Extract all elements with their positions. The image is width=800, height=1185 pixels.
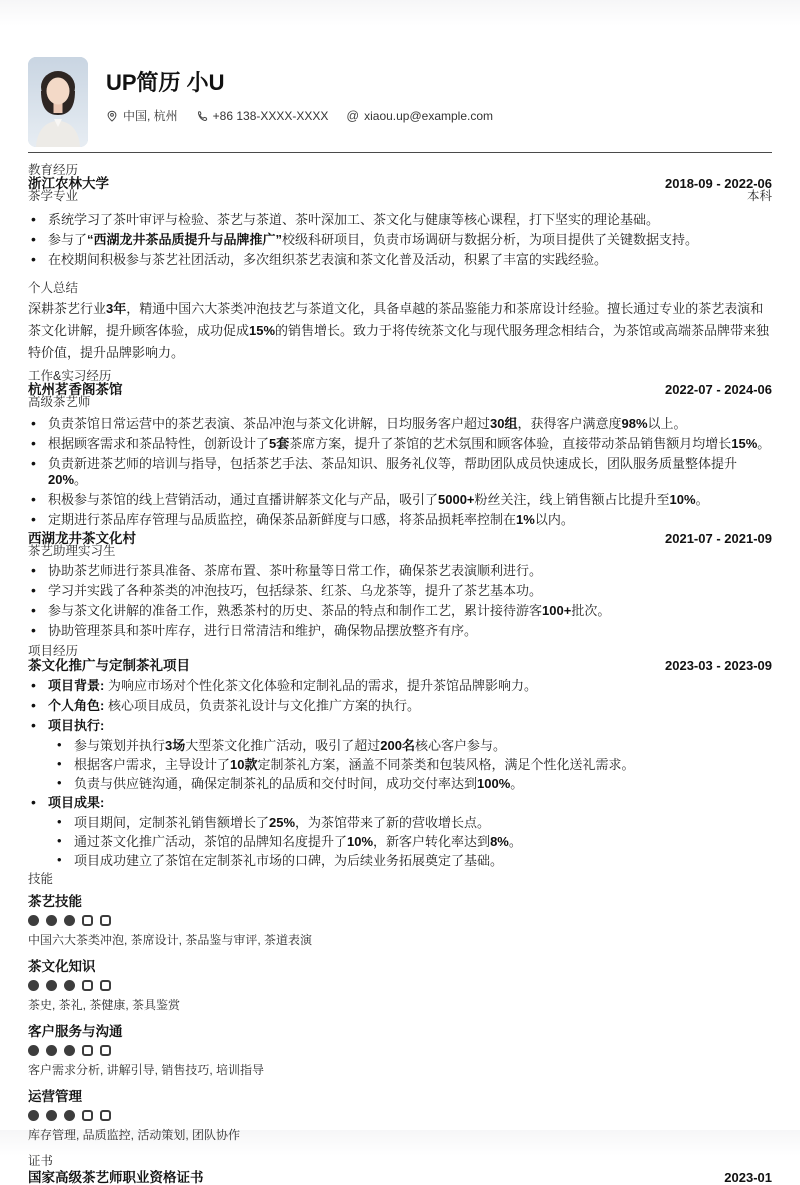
location-text: 中国, 杭州 (123, 109, 178, 123)
contact-phone (196, 109, 329, 123)
highlight-text: 100+ (542, 603, 572, 618)
text-run: 通过茶文化推广活动，茶馆的品牌知名度提升了 (74, 834, 348, 849)
bullet-item (28, 563, 772, 579)
text-run: ，为茶馆带来了新的营收增长点。 (295, 815, 491, 830)
contact-row (106, 107, 493, 124)
text-run: 。 (74, 472, 88, 487)
skill-dot-empty (82, 1045, 93, 1056)
bullet-item (28, 252, 772, 268)
skill-level-dots (28, 980, 772, 991)
text-run: 。 (695, 492, 709, 507)
text-run: 系统学习了茶叶审评与检验、茶艺与茶道、茶叶深加工、茶文化与健康等核心课程，打下坚实的理论基础。 (48, 212, 660, 227)
skill-dot-filled (64, 1110, 75, 1121)
skill-dot-empty (82, 915, 93, 926)
job1-role-row (28, 396, 772, 409)
skill-dot-filled (28, 1045, 39, 1056)
highlight-text: 10款 (230, 757, 258, 772)
text-run: 协助管理茶具和茶叶库存，进行日常清洁和维护，确保物品摆放整齐有序。 (48, 623, 478, 638)
project-dates: 2023-03 - 2023-09 (665, 658, 772, 673)
skill-keywords: 客户需求分析, 讲解引导, 销售技巧, 培训指导 (28, 1063, 265, 1077)
text-run: 核心项目成员，负责茶礼设计与文化推广方案的执行。 (107, 698, 420, 713)
text-run: 为响应市场对个性化茶文化体验和定制礼品的需求，提升茶馆品牌影响力。 (107, 678, 537, 693)
skill-dot-filled (64, 1045, 75, 1056)
text-run: 粉丝关注，线上销售额占比提升至 (474, 492, 670, 507)
bullet-item (28, 718, 772, 791)
skill-group (28, 960, 772, 1012)
skill-keywords: 茶史, 茶礼, 茶健康, 茶具鉴赏 (28, 998, 181, 1012)
section-title-work: 工作&实习经历 (28, 369, 112, 383)
resume-header (28, 0, 772, 147)
highlight-text: 200名 (380, 738, 415, 753)
job2-role: 茶艺助理实习生 (28, 544, 116, 558)
text-run: 协助茶艺师进行茶具准备、茶席布置、茶叶称量等日常工作，确保茶艺表演顺利进行。 (48, 563, 543, 578)
highlight-text: 个人角色: (48, 698, 108, 713)
text-run: 茶席方案，提升了茶馆的艺术氛围和顾客体验，直接带动茶品销售额月均增长 (289, 436, 732, 451)
job1-header-row (28, 383, 772, 396)
bullet-item (28, 583, 772, 599)
phone-text: +86 138-XXXX-XXXX (212, 108, 329, 123)
text-run: 定期进行茶品库存管理与品质监控，确保茶品新鲜度与口感，将茶品损耗率控制在 (48, 512, 517, 527)
text-run: 。 (757, 436, 771, 451)
highlight-text: 项目背景: (48, 678, 108, 693)
skill-dot-filled (46, 1110, 57, 1121)
bullet-item (28, 623, 772, 639)
skill-dot-filled (64, 915, 75, 926)
bullet-item (28, 436, 772, 452)
email-text: xiaou.up@example.com (364, 108, 494, 123)
text-run: 参与茶文化讲解的准备工作，熟悉茶村的历史、茶品的特点和制作工艺，累计接待游客 (48, 603, 543, 618)
text-run: 根据顾客需求和茶品特性，创新设计了 (48, 436, 270, 451)
skill-dot-empty (82, 1110, 93, 1121)
highlight-text: 5000+ (438, 492, 475, 507)
skill-name: 茶文化知识 (28, 959, 96, 974)
highlight-text: 3场 (165, 738, 186, 753)
skill-level-dots (28, 1110, 772, 1121)
text-run: 。 (508, 834, 522, 849)
summary-paragraph (28, 298, 772, 364)
section-title-certificates: 证书 (28, 1154, 54, 1168)
skill-dot-filled (46, 915, 57, 926)
job-entry-2 (28, 532, 772, 639)
avatar-illustration (28, 57, 88, 147)
job2-header-row (28, 532, 772, 545)
highlight-text: 15% (249, 323, 276, 338)
text-run: 学习并实践了各种茶类的冲泡技巧，包括绿茶、红茶、乌龙茶等，提升了茶艺基本功。 (48, 583, 543, 598)
text-run: 以内。 (534, 512, 574, 527)
bullet-item (28, 232, 772, 248)
section-summary (28, 281, 772, 364)
bullet-item (28, 492, 772, 508)
project-sub-list (48, 738, 772, 791)
bullet-item (54, 757, 772, 772)
skill-dot-filled (28, 915, 39, 926)
skill-dot-empty (100, 1110, 111, 1121)
text-run: ，精通中国六大茶类冲泡技艺与茶道文化，具备卓越的茶品鉴能力和茶席设计经验。擅长通过专业的茶艺表演和茶文化讲解，提升顾客体验，成功促成 (28, 301, 764, 338)
highlight-text: 25% (269, 815, 296, 830)
highlight-text: 10% (347, 834, 374, 849)
education-detail-row (28, 190, 772, 203)
text-run: 项目期间，定制茶礼销售额增长了 (74, 815, 270, 830)
certificate-name: 国家高级茶艺师职业资格证书 (28, 1170, 204, 1185)
job1-bullet-list (28, 416, 772, 528)
highlight-text: 100% (477, 776, 511, 791)
skill-name: 运营管理 (28, 1089, 82, 1104)
job1-role: 高级茶艺师 (28, 395, 91, 409)
certificate-list (28, 1171, 772, 1184)
section-title-summary: 个人总结 (28, 281, 79, 295)
section-projects (28, 644, 772, 868)
bullet-item (28, 212, 772, 228)
skill-group-container (28, 895, 772, 1142)
skill-keywords: 库存管理, 品质监控, 活动策划, 团队协作 (28, 1128, 241, 1142)
text-run: ，获得客户满意度 (517, 416, 622, 431)
text-run: 批次。 (571, 603, 611, 618)
highlight-text: 1% (516, 512, 535, 527)
project-header-row (28, 659, 772, 672)
text-run: 。 (510, 776, 524, 791)
highlight-text: 30组 (490, 416, 518, 431)
bullet-item (28, 512, 772, 528)
text-run: 以上。 (647, 416, 687, 431)
text-run: 核心客户参与。 (414, 738, 506, 753)
skill-dot-filled (64, 980, 75, 991)
bullet-item (54, 776, 772, 791)
phone-icon (196, 110, 208, 122)
text-run: 负责新进茶艺师的培训与指导，包括茶艺手法、茶品知识、服务礼仪等，帮助团队成员快速成长，团队服务质量整体提升 (48, 456, 738, 471)
contact-email (346, 109, 493, 123)
skill-keywords: 中国六大茶类冲泡, 茶席设计, 茶品鉴与审评, 茶道表演 (28, 933, 313, 947)
contact-location (106, 107, 178, 124)
bullet-item (28, 795, 772, 868)
highlight-text: 8% (490, 834, 509, 849)
text-run: 积极参与茶馆的线上营销活动，通过直播讲解茶文化与产品，吸引了 (48, 492, 439, 507)
skill-dot-filled (46, 1045, 57, 1056)
project-item-list (28, 678, 772, 868)
skill-dot-empty (100, 980, 111, 991)
skill-level-dots (28, 915, 772, 926)
highlight-text: 项目成果: (48, 795, 105, 810)
education-bullet-list (28, 212, 772, 268)
highlight-text: 3年 (106, 301, 127, 316)
text-run: 大型茶文化推广活动，吸引了超过 (185, 738, 381, 753)
highlight-text: 5套 (269, 436, 290, 451)
text-run: 项目成功建立了茶馆在定制茶礼市场的口碑，为后续业务拓展奠定了基础。 (74, 853, 504, 868)
skill-dot-empty (100, 1045, 111, 1056)
job2-bullet-list (28, 563, 772, 639)
certificate-row (28, 1171, 772, 1184)
at-icon: @ (346, 108, 360, 123)
skill-name: 茶艺技能 (28, 894, 82, 909)
highlight-text: 项目执行: (48, 718, 105, 733)
text-run: 参与策划并执行 (74, 738, 166, 753)
skill-level-dots (28, 1045, 772, 1056)
section-skills (28, 872, 772, 1142)
bullet-item (54, 815, 772, 830)
highlight-text: 10% (669, 492, 696, 507)
bullet-item (54, 738, 772, 753)
company-name: 杭州茗香阁茶馆 (28, 382, 123, 397)
skill-dot-filled (28, 1110, 39, 1121)
bullet-item (28, 603, 772, 619)
text-run: 负责茶馆日常运营中的茶艺表演、茶品冲泡与茶文化讲解，日均服务客户超过 (48, 416, 491, 431)
text-run: 定制茶礼方案，涵盖不同茶类和包装风格，满足个性化送礼需求。 (257, 757, 635, 772)
section-title-projects: 项目经历 (28, 644, 79, 658)
certificate-date: 2023-01 (724, 1170, 772, 1185)
section-certificates (28, 1154, 772, 1184)
text-run: 深耕茶艺行业 (28, 301, 107, 316)
bullet-item (54, 834, 772, 849)
education-header-row (28, 177, 772, 190)
text-run: 的销售增长。致力于将传统茶文化与现代服务理念相结合，为茶馆或高端茶品牌带来独特价值，提升品牌影响力。 (28, 323, 770, 360)
highlight-text: 98% (621, 416, 648, 431)
major-name: 茶学专业 (28, 189, 79, 203)
project-name: 茶文化推广与定制茶礼项目 (28, 658, 190, 673)
candidate-name: UP简历 小U (106, 70, 225, 95)
skill-group (28, 1090, 772, 1142)
project-sub-list (48, 815, 772, 868)
highlight-text: 20% (48, 472, 75, 487)
job2-dates: 2021-07 - 2021-09 (665, 531, 772, 546)
education-dates: 2018-09 - 2022-06 (665, 176, 772, 191)
skill-dot-empty (100, 915, 111, 926)
job2-role-row (28, 545, 772, 558)
section-education (28, 163, 772, 268)
text-run: 校级科研项目，负责市场调研与数据分析，为项目提供了关键数据支持。 (282, 232, 699, 247)
bullet-item (28, 678, 772, 694)
skill-dot-filled (46, 980, 57, 991)
header-divider (28, 152, 772, 153)
highlight-text: 15% (731, 436, 758, 451)
job1-dates: 2022-07 - 2024-06 (665, 382, 772, 397)
highlight-text: “西湖龙井茶品质提升与品牌推广” (87, 232, 283, 247)
identity-block (106, 57, 493, 124)
bullet-item (54, 853, 772, 868)
company-name: 西湖龙井茶文化村 (28, 531, 136, 546)
job-entry-1 (28, 383, 772, 528)
location-pin-icon (106, 110, 118, 122)
text-run: 负责与供应链沟通，确保定制茶礼的品质和交付时间，成功交付率达到 (74, 776, 478, 791)
skill-group (28, 1025, 772, 1077)
text-run: 参与了 (48, 232, 88, 247)
bullet-item (28, 416, 772, 432)
bullet-item (28, 698, 772, 714)
text-run: ，新客户转化率达到 (373, 834, 491, 849)
section-title-skills: 技能 (28, 872, 54, 886)
text-run: 在校期间积极参与茶艺社团活动，多次组织茶艺表演和茶文化普及活动，积累了丰富的实践经验。 (48, 252, 608, 267)
text-run: 根据客户需求，主导设计了 (74, 757, 231, 772)
skill-name: 客户服务与沟通 (28, 1024, 123, 1039)
section-work (28, 369, 772, 639)
skill-dot-empty (82, 980, 93, 991)
profile-photo (28, 57, 88, 147)
skill-dot-filled (28, 980, 39, 991)
degree-name: 本科 (746, 189, 772, 203)
school-name: 浙江农林大学 (28, 176, 109, 191)
bullet-item (28, 456, 772, 488)
skill-group (28, 895, 772, 947)
section-title-education: 教育经历 (28, 163, 79, 177)
